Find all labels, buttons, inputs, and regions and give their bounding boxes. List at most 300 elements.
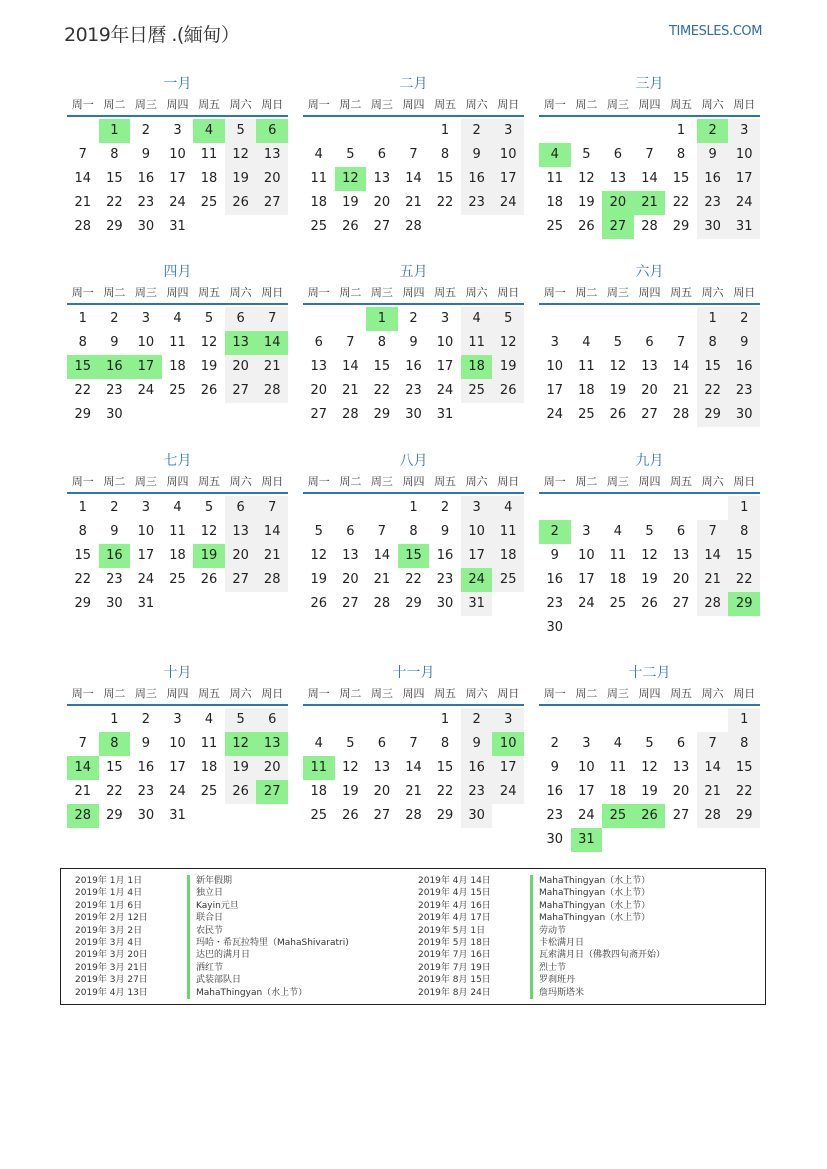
day-cell[interactable]: 18: [200, 760, 218, 775]
holiday-day-cell[interactable]: 15: [398, 544, 430, 568]
day-cell[interactable]: 17: [137, 548, 155, 563]
day-cell[interactable]: 12: [578, 171, 595, 186]
holiday-day-cell[interactable]: 15: [67, 355, 99, 379]
day-cell[interactable]: 14: [74, 171, 92, 186]
day-cell[interactable]: 18: [609, 572, 627, 587]
day-cell[interactable]: 2: [728, 307, 760, 331]
day-cell[interactable]: 22: [373, 383, 391, 398]
day-cell[interactable]: 27: [672, 596, 690, 611]
day-cell[interactable]: 6: [377, 147, 387, 162]
day-cell[interactable]: 8: [78, 335, 87, 350]
holiday-day-cell[interactable]: 17: [130, 355, 162, 379]
day-cell[interactable]: 11: [546, 171, 564, 186]
holiday-day-cell[interactable]: 11: [303, 756, 335, 780]
day-cell[interactable]: 27: [641, 407, 658, 422]
day-cell[interactable]: 6: [676, 736, 686, 751]
day-cell[interactable]: 15: [672, 171, 690, 186]
day-cell[interactable]: 11: [169, 524, 186, 539]
holiday-day-cell[interactable]: 6: [256, 119, 288, 143]
day-cell[interactable]: 9: [728, 331, 760, 355]
day-cell[interactable]: 12: [342, 760, 359, 775]
day-cell[interactable]: 25: [578, 407, 595, 422]
day-cell[interactable]: 5: [225, 119, 257, 143]
day-cell[interactable]: 27: [342, 596, 359, 611]
day-cell[interactable]: 19: [578, 195, 595, 210]
day-cell[interactable]: 19: [310, 572, 328, 587]
holiday-day-cell[interactable]: 31: [571, 828, 603, 852]
day-cell[interactable]: 6: [225, 496, 257, 520]
day-cell[interactable]: 6: [613, 147, 623, 162]
day-cell[interactable]: 15: [436, 760, 454, 775]
day-cell[interactable]: 19: [492, 355, 524, 379]
day-cell[interactable]: 23: [697, 191, 729, 215]
day-cell[interactable]: 26: [200, 383, 218, 398]
day-cell[interactable]: 30: [436, 596, 454, 611]
day-cell[interactable]: 21: [405, 784, 422, 799]
day-cell[interactable]: 7: [676, 335, 686, 350]
day-cell[interactable]: 22: [106, 784, 123, 799]
day-cell[interactable]: 29: [106, 808, 123, 823]
day-cell[interactable]: 24: [728, 191, 760, 215]
day-cell[interactable]: 5: [204, 311, 214, 326]
day-cell[interactable]: 31: [436, 407, 454, 422]
day-cell[interactable]: 10: [578, 760, 595, 775]
day-cell[interactable]: 11: [461, 331, 493, 355]
holiday-day-cell[interactable]: 1: [366, 307, 398, 331]
day-cell[interactable]: 31: [169, 219, 186, 234]
day-cell[interactable]: 2: [141, 712, 151, 727]
day-cell[interactable]: 25: [546, 219, 564, 234]
day-cell[interactable]: 14: [405, 760, 422, 775]
day-cell[interactable]: 26: [641, 596, 658, 611]
day-cell[interactable]: 7: [256, 496, 288, 520]
day-cell[interactable]: 12: [200, 335, 218, 350]
day-cell[interactable]: 8: [110, 147, 119, 162]
day-cell[interactable]: 23: [106, 383, 123, 398]
day-cell[interactable]: 1: [728, 708, 760, 732]
day-cell[interactable]: 10: [436, 335, 454, 350]
day-cell[interactable]: 11: [492, 520, 524, 544]
day-cell[interactable]: 4: [613, 524, 623, 539]
day-cell[interactable]: 28: [74, 219, 92, 234]
holiday-day-cell[interactable]: 27: [256, 780, 288, 804]
day-cell[interactable]: 13: [672, 760, 690, 775]
holiday-day-cell[interactable]: 13: [225, 331, 257, 355]
day-cell[interactable]: 27: [373, 808, 391, 823]
day-cell[interactable]: 8: [440, 147, 450, 162]
day-cell[interactable]: 5: [492, 307, 524, 331]
day-cell[interactable]: 23: [546, 596, 564, 611]
day-cell[interactable]: 1: [78, 311, 87, 326]
day-cell[interactable]: 17: [578, 572, 595, 587]
day-cell[interactable]: 7: [377, 524, 387, 539]
day-cell[interactable]: 2: [550, 736, 559, 751]
day-cell[interactable]: 9: [141, 736, 151, 751]
day-cell[interactable]: 30: [137, 808, 155, 823]
day-cell[interactable]: 30: [106, 407, 123, 422]
day-cell[interactable]: 24: [436, 383, 454, 398]
day-cell[interactable]: 14: [373, 548, 391, 563]
day-cell[interactable]: 9: [110, 524, 119, 539]
day-cell[interactable]: 10: [137, 524, 155, 539]
day-cell[interactable]: 7: [697, 520, 729, 544]
day-cell[interactable]: 2: [141, 123, 151, 138]
holiday-day-cell[interactable]: 14: [256, 331, 288, 355]
day-cell[interactable]: 18: [546, 195, 564, 210]
day-cell[interactable]: 12: [200, 524, 218, 539]
day-cell[interactable]: 16: [405, 359, 422, 374]
day-cell[interactable]: 27: [373, 219, 391, 234]
day-cell[interactable]: 26: [342, 219, 359, 234]
day-cell[interactable]: 21: [74, 195, 92, 210]
day-cell[interactable]: 3: [173, 123, 182, 138]
day-cell[interactable]: 9: [697, 143, 729, 167]
day-cell[interactable]: 9: [461, 732, 493, 756]
day-cell[interactable]: 22: [405, 572, 422, 587]
day-cell[interactable]: 22: [436, 195, 454, 210]
day-cell[interactable]: 12: [641, 760, 658, 775]
day-cell[interactable]: 26: [342, 808, 359, 823]
day-cell[interactable]: 14: [672, 359, 690, 374]
holiday-day-cell[interactable]: 14: [67, 756, 99, 780]
day-cell[interactable]: 12: [641, 548, 658, 563]
day-cell[interactable]: 15: [728, 544, 760, 568]
day-cell[interactable]: 22: [728, 780, 760, 804]
day-cell[interactable]: 30: [137, 219, 155, 234]
day-cell[interactable]: 10: [728, 143, 760, 167]
day-cell[interactable]: 17: [461, 544, 493, 568]
day-cell[interactable]: 31: [728, 215, 760, 239]
holiday-day-cell[interactable]: 29: [728, 592, 760, 616]
day-cell[interactable]: 25: [310, 808, 328, 823]
holiday-day-cell[interactable]: 8: [99, 732, 131, 756]
day-cell[interactable]: 4: [492, 496, 524, 520]
day-cell[interactable]: 22: [697, 379, 729, 403]
holiday-day-cell[interactable]: 4: [539, 143, 571, 167]
day-cell[interactable]: 1: [697, 307, 729, 331]
day-cell[interactable]: 4: [314, 147, 323, 162]
day-cell[interactable]: 13: [310, 359, 328, 374]
day-cell[interactable]: 20: [672, 572, 690, 587]
day-cell[interactable]: 6: [225, 307, 257, 331]
day-cell[interactable]: 15: [106, 171, 123, 186]
day-cell[interactable]: 8: [697, 331, 729, 355]
day-cell[interactable]: 15: [436, 171, 454, 186]
day-cell[interactable]: 18: [492, 544, 524, 568]
day-cell[interactable]: 29: [106, 219, 123, 234]
day-cell[interactable]: 2: [110, 500, 119, 515]
day-cell[interactable]: 13: [641, 359, 658, 374]
day-cell[interactable]: 8: [440, 736, 450, 751]
day-cell[interactable]: 24: [492, 780, 524, 804]
day-cell[interactable]: 25: [200, 195, 218, 210]
day-cell[interactable]: 24: [546, 407, 564, 422]
day-cell[interactable]: 11: [609, 548, 627, 563]
day-cell[interactable]: 16: [461, 756, 493, 780]
day-cell[interactable]: 7: [78, 147, 87, 162]
day-cell[interactable]: 1: [440, 712, 450, 727]
day-cell[interactable]: 26: [578, 219, 595, 234]
day-cell[interactable]: 25: [492, 568, 524, 592]
day-cell[interactable]: 21: [74, 784, 92, 799]
day-cell[interactable]: 7: [409, 736, 418, 751]
day-cell[interactable]: 2: [110, 311, 119, 326]
day-cell[interactable]: 10: [169, 147, 186, 162]
day-cell[interactable]: 27: [256, 191, 288, 215]
day-cell[interactable]: 7: [346, 335, 355, 350]
day-cell[interactable]: 1: [78, 500, 87, 515]
day-cell[interactable]: 9: [440, 524, 450, 539]
day-cell[interactable]: 24: [169, 784, 186, 799]
holiday-day-cell[interactable]: 2: [539, 520, 571, 544]
day-cell[interactable]: 18: [200, 171, 218, 186]
day-cell[interactable]: 16: [137, 760, 155, 775]
day-cell[interactable]: 19: [225, 167, 257, 191]
day-cell[interactable]: 3: [492, 708, 524, 732]
day-cell[interactable]: 3: [728, 119, 760, 143]
day-cell[interactable]: 24: [578, 596, 595, 611]
day-cell[interactable]: 7: [256, 307, 288, 331]
day-cell[interactable]: 13: [225, 520, 257, 544]
day-cell[interactable]: 16: [697, 167, 729, 191]
day-cell[interactable]: 1: [440, 123, 450, 138]
day-cell[interactable]: 18: [310, 195, 328, 210]
day-cell[interactable]: 23: [728, 379, 760, 403]
day-cell[interactable]: 15: [728, 756, 760, 780]
day-cell[interactable]: 24: [137, 572, 155, 587]
day-cell[interactable]: 29: [672, 219, 690, 234]
holiday-day-cell[interactable]: 12: [335, 167, 367, 191]
day-cell[interactable]: 21: [256, 544, 288, 568]
day-cell[interactable]: 23: [461, 780, 493, 804]
day-cell[interactable]: 8: [728, 732, 760, 756]
day-cell[interactable]: 6: [256, 708, 288, 732]
day-cell[interactable]: 6: [346, 524, 355, 539]
day-cell[interactable]: 3: [582, 524, 591, 539]
day-cell[interactable]: 8: [676, 147, 686, 162]
day-cell[interactable]: 3: [141, 311, 151, 326]
day-cell[interactable]: 9: [110, 335, 119, 350]
day-cell[interactable]: 30: [697, 215, 729, 239]
day-cell[interactable]: 18: [169, 548, 186, 563]
holiday-day-cell[interactable]: 4: [193, 119, 225, 143]
day-cell[interactable]: 29: [728, 804, 760, 828]
day-cell[interactable]: 29: [373, 407, 391, 422]
day-cell[interactable]: 4: [173, 311, 182, 326]
day-cell[interactable]: 12: [492, 331, 524, 355]
holiday-day-cell[interactable]: 27: [602, 215, 634, 239]
day-cell[interactable]: 19: [641, 784, 658, 799]
day-cell[interactable]: 18: [578, 383, 595, 398]
day-cell[interactable]: 22: [74, 383, 92, 398]
holiday-day-cell[interactable]: 25: [602, 804, 634, 828]
day-cell[interactable]: 15: [74, 548, 92, 563]
day-cell[interactable]: 1: [676, 123, 686, 138]
day-cell[interactable]: 1: [728, 496, 760, 520]
day-cell[interactable]: 13: [373, 760, 391, 775]
day-cell[interactable]: 23: [137, 784, 155, 799]
day-cell[interactable]: 16: [546, 784, 564, 799]
day-cell[interactable]: 2: [440, 500, 450, 515]
day-cell[interactable]: 24: [492, 191, 524, 215]
day-cell[interactable]: 20: [641, 383, 658, 398]
day-cell[interactable]: 16: [137, 171, 155, 186]
day-cell[interactable]: 10: [546, 359, 564, 374]
day-cell[interactable]: 28: [405, 808, 422, 823]
day-cell[interactable]: 19: [225, 756, 257, 780]
day-cell[interactable]: 1: [409, 500, 418, 515]
day-cell[interactable]: 9: [550, 760, 559, 775]
day-cell[interactable]: 28: [641, 219, 658, 234]
holiday-day-cell[interactable]: 12: [225, 732, 257, 756]
day-cell[interactable]: 22: [436, 784, 454, 799]
day-cell[interactable]: 20: [373, 195, 391, 210]
day-cell[interactable]: 30: [405, 407, 422, 422]
day-cell[interactable]: 6: [645, 335, 654, 350]
day-cell[interactable]: 14: [256, 520, 288, 544]
day-cell[interactable]: 19: [641, 572, 658, 587]
day-cell[interactable]: 9: [461, 143, 493, 167]
day-cell[interactable]: 7: [78, 736, 87, 751]
day-cell[interactable]: 30: [546, 832, 564, 847]
day-cell[interactable]: 4: [582, 335, 591, 350]
day-cell[interactable]: 28: [256, 568, 288, 592]
day-cell[interactable]: 10: [137, 335, 155, 350]
day-cell[interactable]: 17: [436, 359, 454, 374]
day-cell[interactable]: 21: [373, 572, 391, 587]
day-cell[interactable]: 28: [342, 407, 359, 422]
day-cell[interactable]: 28: [256, 379, 288, 403]
day-cell[interactable]: 19: [342, 195, 359, 210]
day-cell[interactable]: 14: [697, 544, 729, 568]
day-cell[interactable]: 17: [169, 171, 186, 186]
day-cell[interactable]: 8: [78, 524, 87, 539]
day-cell[interactable]: 5: [314, 524, 323, 539]
day-cell[interactable]: 4: [204, 712, 214, 727]
holiday-day-cell[interactable]: 28: [67, 804, 99, 828]
day-cell[interactable]: 26: [225, 780, 257, 804]
day-cell[interactable]: 22: [74, 572, 92, 587]
day-cell[interactable]: 26: [492, 379, 524, 403]
holiday-day-cell[interactable]: 20: [602, 191, 634, 215]
day-cell[interactable]: 11: [200, 736, 218, 751]
day-cell[interactable]: 11: [169, 335, 186, 350]
day-cell[interactable]: 22: [672, 195, 690, 210]
day-cell[interactable]: 28: [697, 592, 729, 616]
day-cell[interactable]: 21: [405, 195, 422, 210]
holiday-day-cell[interactable]: 2: [697, 119, 729, 143]
day-cell[interactable]: 14: [641, 171, 658, 186]
day-cell[interactable]: 2: [461, 708, 493, 732]
holiday-day-cell[interactable]: 18: [461, 355, 493, 379]
day-cell[interactable]: 30: [728, 403, 760, 427]
day-cell[interactable]: 26: [310, 596, 328, 611]
holiday-day-cell[interactable]: 16: [99, 355, 131, 379]
day-cell[interactable]: 13: [672, 548, 690, 563]
day-cell[interactable]: 17: [169, 760, 186, 775]
day-cell[interactable]: 17: [728, 167, 760, 191]
day-cell[interactable]: 31: [137, 596, 155, 611]
day-cell[interactable]: 7: [409, 147, 418, 162]
day-cell[interactable]: 27: [672, 808, 690, 823]
day-cell[interactable]: 17: [578, 784, 595, 799]
day-cell[interactable]: 11: [200, 147, 218, 162]
day-cell[interactable]: 27: [225, 379, 257, 403]
day-cell[interactable]: 8: [377, 335, 387, 350]
day-cell[interactable]: 4: [314, 736, 323, 751]
day-cell[interactable]: 24: [169, 195, 186, 210]
day-cell[interactable]: 8: [728, 520, 760, 544]
day-cell[interactable]: 23: [436, 572, 454, 587]
day-cell[interactable]: 19: [609, 383, 627, 398]
day-cell[interactable]: 10: [169, 736, 186, 751]
day-cell[interactable]: 29: [436, 808, 454, 823]
holiday-day-cell[interactable]: 19: [193, 544, 225, 568]
holiday-day-cell[interactable]: 21: [634, 191, 666, 215]
day-cell[interactable]: 27: [310, 407, 328, 422]
day-cell[interactable]: 3: [141, 500, 151, 515]
day-cell[interactable]: 18: [169, 359, 186, 374]
day-cell[interactable]: 4: [613, 736, 623, 751]
day-cell[interactable]: 5: [346, 147, 355, 162]
day-cell[interactable]: 20: [256, 167, 288, 191]
day-cell[interactable]: 20: [310, 383, 328, 398]
day-cell[interactable]: 23: [461, 191, 493, 215]
holiday-day-cell[interactable]: 1: [99, 119, 131, 143]
day-cell[interactable]: 15: [373, 359, 391, 374]
day-cell[interactable]: 3: [492, 119, 524, 143]
day-cell[interactable]: 14: [405, 171, 422, 186]
day-cell[interactable]: 6: [314, 335, 323, 350]
holiday-day-cell[interactable]: 24: [461, 568, 493, 592]
day-cell[interactable]: 24: [578, 808, 595, 823]
day-cell[interactable]: 22: [728, 568, 760, 592]
day-cell[interactable]: 12: [609, 359, 627, 374]
day-cell[interactable]: 11: [609, 760, 627, 775]
day-cell[interactable]: 18: [609, 784, 627, 799]
day-cell[interactable]: 17: [546, 383, 564, 398]
day-cell[interactable]: 26: [225, 191, 257, 215]
day-cell[interactable]: 13: [342, 548, 359, 563]
day-cell[interactable]: 20: [342, 572, 359, 587]
day-cell[interactable]: 17: [492, 756, 524, 780]
day-cell[interactable]: 29: [74, 596, 92, 611]
day-cell[interactable]: 30: [461, 804, 493, 828]
day-cell[interactable]: 5: [204, 500, 214, 515]
day-cell[interactable]: 23: [106, 572, 123, 587]
day-cell[interactable]: 27: [225, 568, 257, 592]
day-cell[interactable]: 29: [405, 596, 422, 611]
day-cell[interactable]: 6: [676, 524, 686, 539]
day-cell[interactable]: 16: [436, 548, 454, 563]
day-cell[interactable]: 19: [342, 784, 359, 799]
day-cell[interactable]: 12: [310, 548, 328, 563]
day-cell[interactable]: 13: [373, 171, 391, 186]
day-cell[interactable]: 4: [173, 500, 182, 515]
day-cell[interactable]: 12: [225, 143, 257, 167]
day-cell[interactable]: 24: [137, 383, 155, 398]
day-cell[interactable]: 26: [609, 407, 627, 422]
day-cell[interactable]: 28: [405, 219, 422, 234]
day-cell[interactable]: 4: [461, 307, 493, 331]
day-cell[interactable]: 15: [106, 760, 123, 775]
holiday-day-cell[interactable]: 10: [492, 732, 524, 756]
day-cell[interactable]: 25: [310, 219, 328, 234]
day-cell[interactable]: 28: [697, 804, 729, 828]
day-cell[interactable]: 29: [74, 407, 92, 422]
day-cell[interactable]: 30: [546, 620, 564, 635]
day-cell[interactable]: 25: [200, 784, 218, 799]
